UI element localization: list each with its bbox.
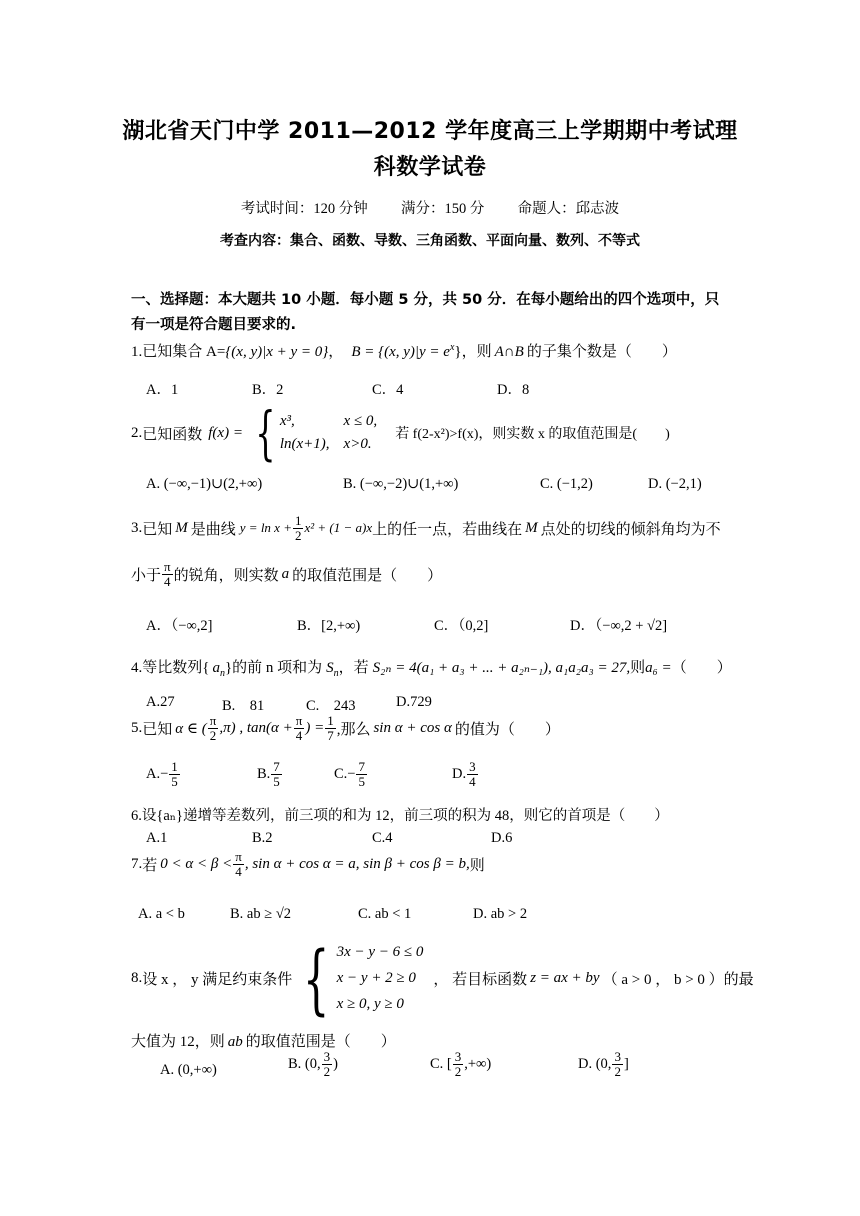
option-text: ) xyxy=(333,1055,338,1072)
question-text: ,那么 xyxy=(336,721,371,738)
question-text: ， 若目标函数 xyxy=(433,972,528,989)
q2-option-a: A. (−∞,−1)∪(2,+∞) xyxy=(146,476,263,492)
q6-option-c: C.4 xyxy=(372,830,393,846)
exam-title-line2: 科数学试卷 xyxy=(373,155,487,180)
frac-denominator: 2 xyxy=(454,1063,462,1079)
option-fraction xyxy=(322,1050,333,1078)
option-fraction xyxy=(169,760,180,788)
frac-denominator: 2 xyxy=(209,727,217,743)
q5-option-d xyxy=(452,760,479,788)
question-text: 点处的切线的倾斜角均为不 xyxy=(540,521,721,538)
frac-numerator: 3 xyxy=(323,1049,331,1064)
question-number: 1. xyxy=(131,344,143,360)
frac-numerator: 3 xyxy=(614,1049,621,1064)
question-text: 小于 xyxy=(131,567,162,584)
question-text: 已知 xyxy=(142,521,173,538)
question-number: 2. xyxy=(131,424,143,441)
curve-expr-b: x² + (1 − a)x xyxy=(304,520,373,536)
q5-option-a xyxy=(146,760,181,788)
case-2-cond: x>0. xyxy=(343,436,372,452)
section-heading-line2: 有一项是符合题目要求的. xyxy=(131,317,297,333)
question-text: 若 f(2-x²)>f(x)，则实数 x 的取值范围是( ) xyxy=(395,427,670,442)
curve-expr-a: y = ln x + xyxy=(239,520,292,536)
option-sign: − xyxy=(160,765,169,782)
sequence-term-index: n xyxy=(219,668,225,679)
q1-option-c: C．4 xyxy=(372,382,404,398)
alpha-range-b: ,π) , tan(α + xyxy=(219,719,293,736)
objective-function: z = ax + by xyxy=(530,970,600,987)
q4-option-b: B. 81 xyxy=(222,698,265,714)
constraint-3: x ≥ 0, y ≥ 0 xyxy=(336,995,404,1012)
question-text: 若 xyxy=(142,857,158,874)
q2-option-b: B. (−∞,−2)∪(1,+∞) xyxy=(343,476,459,492)
intersection-expr: A∩B xyxy=(494,344,524,360)
q2-option-c: C. (−1,2) xyxy=(540,476,593,492)
section-heading-line1: 一、选择题：本大题共 10 小题．每小题 5 分，共 50 分．在每小题给出的四个选项中，只 xyxy=(131,292,720,308)
q7-option-b: B. ab ≥ √2 xyxy=(230,906,292,922)
constraint-cases xyxy=(337,940,434,1017)
question-text: 上的任一点，若曲线在 xyxy=(372,521,523,538)
constraint-1: 3x − y − 6 ≤ 0 xyxy=(336,944,424,960)
set-b-close: } xyxy=(454,344,462,360)
set-b: B = {(x, y)|y = e xyxy=(351,344,450,360)
question-text: 已知 xyxy=(142,721,173,738)
brace-symbol: { xyxy=(303,933,330,1023)
question-text: ，则 xyxy=(461,344,492,360)
function-name: f(x) = xyxy=(208,424,243,441)
question-3 xyxy=(131,514,721,542)
variable-a: a xyxy=(281,565,290,582)
question-5 xyxy=(131,714,560,742)
question-number: 7. xyxy=(131,855,143,872)
question-number: 6. xyxy=(131,808,142,824)
fraction-pi-4 xyxy=(294,714,305,742)
frac-numerator: π xyxy=(209,713,217,728)
question-text: 则 xyxy=(469,857,485,874)
question-text: （ a > 0 ， b > 0 ）的最 xyxy=(602,972,754,989)
question-text: ， xyxy=(328,344,344,360)
frac-denominator: 4 xyxy=(235,863,242,879)
option-text: ] xyxy=(623,1055,629,1072)
option-text: B. (0, xyxy=(288,1055,321,1072)
constraint-2: x − y + 2 ≥ 0 xyxy=(336,969,416,986)
set-b-exponent: x xyxy=(449,342,455,353)
exam-score: 满分：150 分 xyxy=(401,201,485,217)
case-2-expr: ln(x+1), xyxy=(279,436,330,452)
q3-option-a: A．（−∞,2] xyxy=(146,618,213,634)
exam-time: 考试时间：120 分钟 xyxy=(240,201,368,217)
option-fraction xyxy=(612,1050,623,1078)
question-text: 设{aₙ}递增等差数列，前三项的和为 12，前三项的积为 48，则它的首项是（ ） xyxy=(141,808,669,824)
question-8 xyxy=(131,933,754,1023)
q8-option-c xyxy=(430,1050,491,1078)
set-a: {(x, y)|x + y = 0} xyxy=(225,344,329,360)
sum-formula: S₂ₙ = 4(a₁ + a₃ + ... + a₂ₙ₋₁), a₁a₂a₃ = 27, xyxy=(372,660,631,676)
frac-denominator: 4 xyxy=(164,573,171,589)
question-2 xyxy=(131,399,670,467)
tan-equals: ) = xyxy=(305,719,325,736)
question-text: }的前 n 项和为 xyxy=(224,660,323,676)
q1-option-d: D．8 xyxy=(497,382,530,398)
q3-option-d: D．（−∞,2 + √2] xyxy=(570,618,668,634)
option-label: B. xyxy=(257,765,271,782)
piecewise-function xyxy=(247,399,387,467)
point-m: M xyxy=(175,519,188,536)
trig-definitions: , sin α + cos α = a, sin β + cos β = b, xyxy=(244,855,470,872)
option-fraction xyxy=(467,760,478,788)
q2-option-d: D. (−2,1) xyxy=(648,476,702,492)
question-text: ，若 xyxy=(338,660,369,676)
question-7 xyxy=(131,850,485,878)
sin-cos-expr: sin α + cos α xyxy=(373,719,452,736)
q4-option-a: A.27 xyxy=(146,694,175,710)
frac-numerator: π xyxy=(235,849,242,864)
q5-option-c xyxy=(334,760,368,788)
curve-fraction xyxy=(293,514,304,542)
constraint-system xyxy=(292,933,433,1023)
case-1-cond: x ≤ 0, xyxy=(343,412,378,429)
question-text: 已知集合 A= xyxy=(142,344,226,360)
question-3-line2 xyxy=(131,560,442,588)
exam-author: 命题人：邱志波 xyxy=(517,201,620,217)
q7-option-a: A. a < b xyxy=(138,906,185,922)
option-text: D. (0, xyxy=(578,1055,612,1072)
frac-numerator: 7 xyxy=(358,759,365,774)
option-text: C. [ xyxy=(430,1055,452,1072)
sum-term: S xyxy=(326,660,334,676)
frac-numerator: π xyxy=(295,713,303,728)
frac-denominator: 2 xyxy=(323,1063,331,1079)
q5-option-b xyxy=(257,760,283,788)
fraction-pi-2 xyxy=(208,714,219,742)
exam-title-line1: 湖北省天门中学 2011—2012 学年度高三上学期期中考试理 xyxy=(122,119,738,144)
q4-option-c: C. 243 xyxy=(306,698,356,714)
frac-numerator: 7 xyxy=(273,759,280,774)
q8-option-b xyxy=(288,1050,338,1078)
frac-numerator: 3 xyxy=(454,1049,462,1064)
frac-denominator: 5 xyxy=(171,773,178,789)
question-text: 设 x ， y 满足约束条件 xyxy=(142,972,293,989)
angle-fraction xyxy=(162,560,173,588)
option-sign: − xyxy=(347,765,356,782)
option-label: C. xyxy=(334,765,348,782)
q3-option-c: C．（0,2] xyxy=(434,618,489,634)
question-text: （ ） xyxy=(671,660,732,676)
q4-option-d: D.729 xyxy=(396,694,432,710)
variable-ab: ab xyxy=(227,1034,243,1050)
q6-option-b: B.2 xyxy=(252,830,273,846)
question-text: 大值为 12，则 xyxy=(131,1034,225,1050)
frac-denominator: 7 xyxy=(327,727,334,743)
exam-meta xyxy=(0,197,860,218)
question-text: 则 xyxy=(630,660,646,676)
question-4 xyxy=(131,656,732,679)
case-1-expr: x³, xyxy=(279,412,295,429)
question-text: 已知函数 xyxy=(142,426,203,443)
question-text: 的子集个数是（ ） xyxy=(526,344,677,360)
option-label: D. xyxy=(452,765,467,782)
piecewise-cases xyxy=(280,410,387,457)
option-fraction xyxy=(356,760,367,788)
frac-denominator: 2 xyxy=(294,527,302,543)
q3-option-b: B．[2,+∞) xyxy=(297,618,361,634)
question-text: 是曲线 xyxy=(190,521,236,538)
question-text: 的取值范围是（ ） xyxy=(292,567,443,584)
frac-denominator: 5 xyxy=(358,773,365,789)
angle-condition: 0 < α < β < xyxy=(160,855,233,872)
fraction-pi-4 xyxy=(233,850,244,878)
frac-denominator: 5 xyxy=(273,773,280,789)
question-6 xyxy=(131,804,669,825)
alpha-range-a: α ∈ ( xyxy=(175,720,207,737)
frac-numerator: 1 xyxy=(294,513,302,528)
frac-numerator: 1 xyxy=(171,759,178,774)
q1-option-a: A．1 xyxy=(146,382,179,398)
brace-symbol: { xyxy=(255,399,276,467)
option-text: ,+∞) xyxy=(464,1055,492,1072)
option-fraction xyxy=(271,760,282,788)
q6-option-a: A.1 xyxy=(146,830,168,846)
q7-option-d: D. ab > 2 xyxy=(473,906,528,922)
question-1 xyxy=(131,340,677,361)
sum-term-index: n xyxy=(333,668,339,679)
option-fraction xyxy=(453,1050,464,1078)
q8-option-a: A. (0,+∞) xyxy=(160,1062,217,1078)
question-text: 的值为（ ） xyxy=(454,721,560,738)
sequence-term: a xyxy=(212,660,220,676)
question-number: 4. xyxy=(131,660,143,676)
term-a6: a₆ = xyxy=(645,660,672,676)
point-m: M xyxy=(525,519,538,536)
frac-denominator: 4 xyxy=(469,773,476,789)
q6-option-d: D.6 xyxy=(491,830,513,846)
q8-option-d xyxy=(578,1050,629,1078)
option-label: A. xyxy=(146,765,161,782)
question-text: 的取值范围是（ ） xyxy=(245,1034,396,1050)
frac-numerator: 3 xyxy=(469,759,476,774)
frac-numerator: π xyxy=(164,559,171,574)
exam-scope: 考查内容：集合、函数、导数、三角函数、平面向量、数列、不等式 xyxy=(220,233,640,249)
q1-option-b: B．2 xyxy=(252,382,284,398)
frac-denominator: 4 xyxy=(295,727,303,743)
question-number: 5. xyxy=(131,719,143,736)
q7-option-c: C. ab < 1 xyxy=(358,906,412,922)
frac-denominator: 2 xyxy=(614,1063,621,1079)
question-number: 3. xyxy=(131,519,143,536)
question-8-line2 xyxy=(131,1030,396,1051)
question-number: 8. xyxy=(131,970,143,987)
question-text: 等比数列{ xyxy=(142,660,210,676)
fraction-1-7 xyxy=(325,714,336,742)
question-text: 的锐角，则实数 xyxy=(173,567,279,584)
frac-numerator: 1 xyxy=(327,713,334,728)
